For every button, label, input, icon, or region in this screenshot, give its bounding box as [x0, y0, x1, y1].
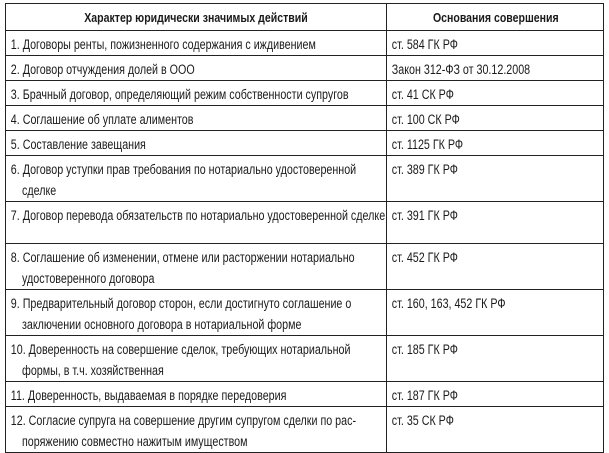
table-row: [6, 81, 604, 106]
basis-text: ст. 35 СК РФ: [391, 413, 454, 428]
basis-cell: [387, 202, 604, 244]
basis-text: ст. 1125 ГК РФ: [391, 137, 464, 152]
basis-text: ст. 187 ГК РФ: [391, 388, 458, 403]
action-text: 11. Доверенность, выдаваемая в порядке передоверия: [10, 388, 287, 403]
basis-text: ст. 100 СК РФ: [391, 112, 460, 127]
table-row: [6, 202, 604, 244]
table-row: [6, 106, 604, 131]
action-cell: [6, 244, 387, 290]
action-text: 5. Составление завещания: [10, 137, 146, 152]
table-row: [6, 244, 604, 290]
basis-text: ст. 452 ГК РФ: [391, 250, 458, 265]
basis-text: ст. 389 ГК РФ: [391, 162, 458, 177]
table-row: [6, 336, 604, 382]
action-text: 6. Договор уступки прав требования по нотариально удостоверенной сделке: [10, 162, 357, 198]
action-text: 7. Договор перевода обязательств по нотариально удостоверенной сделке: [10, 208, 386, 223]
action-cell: [6, 336, 387, 382]
column-header-action: [6, 4, 387, 31]
table-row: [6, 156, 604, 202]
basis-text: ст. 391 ГК РФ: [391, 208, 458, 223]
basis-cell: [387, 407, 604, 453]
action-text: 12. Согласие супруга на совершение другим супругом сделки по распоряжению совместно нажитым имуществом: [10, 413, 357, 449]
basis-cell: [387, 336, 604, 382]
action-cell: [6, 106, 387, 131]
table-row: [6, 31, 604, 56]
basis-cell: [387, 81, 604, 106]
table-row: [6, 407, 604, 453]
table-row: [6, 290, 604, 336]
basis-cell: [387, 244, 604, 290]
table-row: [6, 56, 604, 81]
action-text: 4. Соглашение об уплате алиментов: [10, 112, 194, 127]
action-text: 10. Доверенность на совершение сделок, требующих нотариальной формы, в т.ч. хозяйственная: [10, 342, 351, 378]
action-text: 8. Соглашение об изменении, отмене или расторжении нотариально удостоверенного договора: [10, 250, 355, 286]
action-cell: [6, 202, 387, 244]
basis-cell: [387, 382, 604, 407]
column-header-basis: [387, 4, 604, 31]
basis-text: Закон 312-ФЗ от 30.12.2008: [391, 62, 531, 77]
action-cell: [6, 131, 387, 156]
action-text: 1. Договоры ренты, пожизненного содержания с иждивением: [10, 37, 316, 52]
notarial-actions-table: [5, 3, 604, 453]
action-cell: [6, 156, 387, 202]
basis-cell: [387, 131, 604, 156]
action-text: 3. Брачный договор, определяющий режим собственности супругов: [10, 87, 349, 102]
action-cell: [6, 382, 387, 407]
action-text: 9. Предварительный договор сторон, если достигнуто соглашение о заключении основного договора в нотариальной форме: [10, 296, 352, 332]
basis-cell: [387, 106, 604, 131]
table-header-row: [6, 4, 604, 31]
basis-text: ст. 41 СК РФ: [391, 87, 454, 102]
basis-text: ст. 185 ГК РФ: [391, 342, 458, 357]
basis-text: ст. 584 ГК РФ: [391, 37, 458, 52]
action-cell: [6, 81, 387, 106]
table-row: [6, 382, 604, 407]
action-text: 2. Договор отчуждения долей в ООО: [10, 62, 195, 77]
table-row: [6, 131, 604, 156]
action-cell: [6, 31, 387, 56]
action-cell: [6, 56, 387, 81]
action-cell: [6, 290, 387, 336]
column-header-label: Характер юридически значимых действий: [84, 9, 308, 25]
basis-text: ст. 160, 163, 452 ГК РФ: [391, 296, 506, 311]
basis-cell: [387, 156, 604, 202]
action-cell: [6, 407, 387, 453]
basis-cell: [387, 56, 604, 81]
basis-cell: [387, 31, 604, 56]
basis-cell: [387, 290, 604, 336]
column-header-label: Основания совершения: [432, 9, 559, 25]
